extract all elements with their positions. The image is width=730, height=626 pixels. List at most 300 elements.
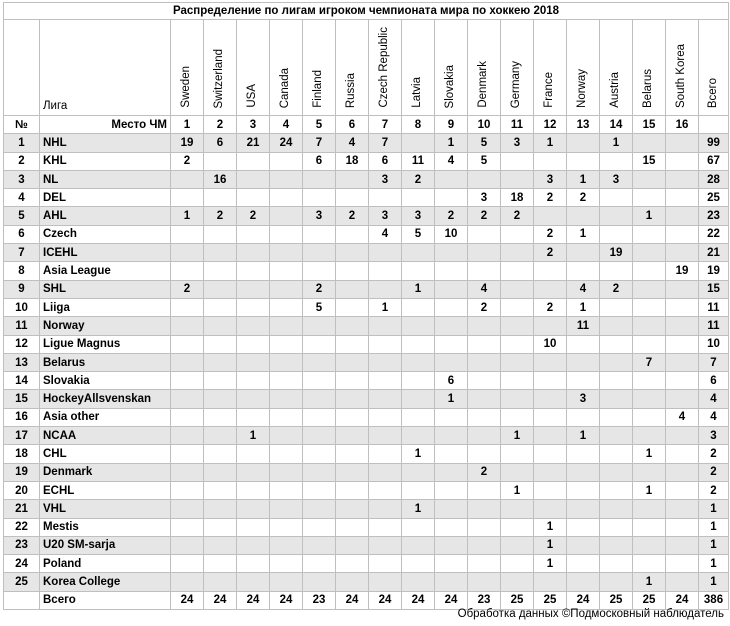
value-cell: 4 <box>369 225 402 243</box>
value-cell <box>171 372 204 390</box>
value-cell <box>534 408 567 426</box>
place-cell: 5 <box>303 116 336 134</box>
country-header <box>204 20 237 116</box>
total-cell: 24 <box>171 591 204 609</box>
value-cell <box>204 445 237 463</box>
league-name: KHL <box>40 152 171 170</box>
row-total: 99 <box>699 134 729 152</box>
value-cell <box>600 536 633 554</box>
value-cell <box>633 280 666 298</box>
row-number: 2 <box>4 152 40 170</box>
value-cell <box>270 225 303 243</box>
value-cell <box>402 408 435 426</box>
value-cell <box>270 372 303 390</box>
value-cell <box>633 262 666 280</box>
value-cell <box>237 408 270 426</box>
place-total-cell <box>699 116 729 134</box>
country-name: Russia <box>345 72 358 108</box>
value-cell <box>534 280 567 298</box>
grand-total: 386 <box>699 591 729 609</box>
row-number: 4 <box>4 189 40 207</box>
value-cell <box>567 408 600 426</box>
league-name: NHL <box>40 134 171 152</box>
totals-label: Всего <box>40 591 171 609</box>
table-row <box>4 134 729 152</box>
value-cell: 18 <box>501 189 534 207</box>
value-cell <box>468 500 501 518</box>
value-cell <box>171 244 204 262</box>
value-cell: 1 <box>600 134 633 152</box>
value-cell <box>666 390 699 408</box>
value-cell <box>303 536 336 554</box>
country-name: Belarus <box>642 69 655 108</box>
row-total: 1 <box>699 500 729 518</box>
value-cell <box>600 298 633 316</box>
value-cell <box>303 427 336 445</box>
value-cell <box>435 555 468 573</box>
value-cell <box>270 152 303 170</box>
value-cell <box>336 518 369 536</box>
value-cell <box>402 372 435 390</box>
value-cell <box>237 244 270 262</box>
country-header <box>237 20 270 116</box>
league-name: Belarus <box>40 353 171 371</box>
value-cell <box>171 536 204 554</box>
value-cell <box>501 372 534 390</box>
value-cell: 1 <box>567 427 600 445</box>
value-cell <box>171 262 204 280</box>
value-cell <box>171 353 204 371</box>
table-title: Распределение по лигам игроком чемпионата мира по хоккею 2018 <box>4 3 729 20</box>
row-total: 11 <box>699 317 729 335</box>
value-cell <box>336 244 369 262</box>
value-cell <box>204 573 237 591</box>
value-cell <box>666 427 699 445</box>
value-cell <box>600 225 633 243</box>
value-cell <box>237 573 270 591</box>
league-name: NCAA <box>40 427 171 445</box>
value-cell <box>369 189 402 207</box>
value-cell <box>270 298 303 316</box>
country-header <box>534 20 567 116</box>
value-cell <box>468 481 501 499</box>
value-cell <box>666 317 699 335</box>
value-cell <box>369 463 402 481</box>
value-cell <box>633 427 666 445</box>
total-cell: 24 <box>336 591 369 609</box>
value-cell <box>171 463 204 481</box>
value-cell <box>369 445 402 463</box>
value-cell <box>666 225 699 243</box>
value-cell: 3 <box>369 207 402 225</box>
row-number: 12 <box>4 335 40 353</box>
total-cell: 24 <box>204 591 237 609</box>
value-cell <box>435 317 468 335</box>
value-cell <box>369 372 402 390</box>
value-cell <box>435 481 468 499</box>
value-cell: 1 <box>534 518 567 536</box>
value-cell <box>666 335 699 353</box>
value-cell <box>534 372 567 390</box>
value-cell <box>270 481 303 499</box>
value-cell <box>171 390 204 408</box>
value-cell <box>336 353 369 371</box>
country-header <box>567 20 600 116</box>
value-cell <box>435 573 468 591</box>
value-cell <box>435 353 468 371</box>
value-cell <box>402 536 435 554</box>
value-cell <box>633 500 666 518</box>
value-cell: 3 <box>600 170 633 188</box>
value-cell <box>435 170 468 188</box>
value-cell <box>237 262 270 280</box>
value-cell <box>303 372 336 390</box>
league-name: Mestis <box>40 518 171 536</box>
value-cell: 1 <box>567 170 600 188</box>
value-cell: 11 <box>567 317 600 335</box>
league-name: CHL <box>40 445 171 463</box>
total-cell: 24 <box>567 591 600 609</box>
place-cell: 8 <box>402 116 435 134</box>
value-cell: 19 <box>666 262 699 280</box>
value-cell <box>567 152 600 170</box>
value-cell: 5 <box>303 298 336 316</box>
value-cell: 2 <box>171 280 204 298</box>
value-cell <box>237 335 270 353</box>
country-name: Finland <box>312 70 325 108</box>
value-cell: 1 <box>435 134 468 152</box>
value-cell <box>435 500 468 518</box>
value-cell <box>402 573 435 591</box>
row-number: 8 <box>4 262 40 280</box>
place-cell: 15 <box>633 116 666 134</box>
total-cell: 25 <box>633 591 666 609</box>
value-cell <box>402 427 435 445</box>
value-cell <box>534 207 567 225</box>
total-column-header <box>699 20 729 116</box>
value-cell: 1 <box>633 207 666 225</box>
value-cell <box>567 573 600 591</box>
country-name: Czech Republic <box>378 27 391 108</box>
table-row <box>4 555 729 573</box>
league-name: HockeyAllsvenskan <box>40 390 171 408</box>
value-cell <box>336 408 369 426</box>
value-cell <box>303 262 336 280</box>
value-cell <box>270 536 303 554</box>
table-row <box>4 170 729 188</box>
row-number: 18 <box>4 445 40 463</box>
value-cell <box>534 481 567 499</box>
value-cell: 1 <box>402 445 435 463</box>
value-cell <box>402 481 435 499</box>
value-cell <box>303 518 336 536</box>
value-cell: 1 <box>633 481 666 499</box>
value-cell <box>204 225 237 243</box>
value-cell: 2 <box>336 207 369 225</box>
table-row <box>4 500 729 518</box>
value-cell: 21 <box>237 134 270 152</box>
value-cell: 6 <box>369 152 402 170</box>
value-cell <box>633 372 666 390</box>
value-cell <box>171 481 204 499</box>
value-cell <box>567 244 600 262</box>
value-cell: 5 <box>468 152 501 170</box>
league-name: Czech <box>40 225 171 243</box>
row-total: 21 <box>699 244 729 262</box>
row-number: 9 <box>4 280 40 298</box>
value-cell <box>237 280 270 298</box>
row-number: 7 <box>4 244 40 262</box>
league-name: ECHL <box>40 481 171 499</box>
value-cell <box>369 390 402 408</box>
value-cell: 6 <box>303 152 336 170</box>
row-number: 17 <box>4 427 40 445</box>
value-cell <box>501 152 534 170</box>
value-cell <box>270 390 303 408</box>
value-cell <box>435 335 468 353</box>
value-cell <box>303 390 336 408</box>
value-cell: 2 <box>237 207 270 225</box>
place-cell: 3 <box>237 116 270 134</box>
country-name: Slovakia <box>444 64 457 108</box>
value-cell <box>501 225 534 243</box>
value-cell <box>204 390 237 408</box>
value-cell: 1 <box>633 445 666 463</box>
value-cell <box>204 463 237 481</box>
value-cell: 2 <box>171 152 204 170</box>
value-cell <box>369 573 402 591</box>
value-cell <box>336 170 369 188</box>
row-number: 21 <box>4 500 40 518</box>
place-cell: 1 <box>171 116 204 134</box>
value-cell <box>369 408 402 426</box>
value-cell <box>567 500 600 518</box>
value-cell <box>435 189 468 207</box>
league-name: Asia other <box>40 408 171 426</box>
value-cell <box>369 518 402 536</box>
value-cell <box>270 445 303 463</box>
value-cell <box>501 573 534 591</box>
value-cell <box>666 573 699 591</box>
value-cell <box>534 390 567 408</box>
value-cell <box>666 207 699 225</box>
value-cell: 1 <box>534 134 567 152</box>
value-cell <box>402 555 435 573</box>
value-cell <box>402 335 435 353</box>
value-cell <box>534 500 567 518</box>
value-cell <box>468 353 501 371</box>
value-cell <box>270 335 303 353</box>
country-name: Sweden <box>180 66 193 108</box>
value-cell <box>237 500 270 518</box>
value-cell: 5 <box>402 225 435 243</box>
value-cell <box>435 518 468 536</box>
value-cell <box>567 207 600 225</box>
value-cell <box>270 317 303 335</box>
value-cell <box>336 189 369 207</box>
value-cell <box>633 390 666 408</box>
value-cell: 2 <box>468 463 501 481</box>
league-name: Asia League <box>40 262 171 280</box>
row-total: 15 <box>699 280 729 298</box>
value-cell <box>303 408 336 426</box>
value-cell <box>666 555 699 573</box>
country-name: Norway <box>576 69 589 108</box>
value-cell <box>633 170 666 188</box>
value-cell: 4 <box>567 280 600 298</box>
value-cell <box>633 463 666 481</box>
value-cell <box>501 280 534 298</box>
value-cell <box>336 555 369 573</box>
value-cell <box>204 481 237 499</box>
value-cell <box>600 555 633 573</box>
value-cell: 2 <box>600 280 633 298</box>
value-cell: 2 <box>468 207 501 225</box>
value-cell <box>204 298 237 316</box>
league-name: Ligue Magnus <box>40 335 171 353</box>
value-cell <box>468 445 501 463</box>
value-cell <box>402 262 435 280</box>
total-cell: 23 <box>468 591 501 609</box>
value-cell <box>402 463 435 481</box>
value-cell <box>501 353 534 371</box>
value-cell <box>204 372 237 390</box>
value-cell <box>567 353 600 371</box>
country-header <box>501 20 534 116</box>
value-cell <box>666 500 699 518</box>
value-cell <box>171 317 204 335</box>
value-cell <box>270 463 303 481</box>
value-cell <box>270 170 303 188</box>
league-name: VHL <box>40 500 171 518</box>
total-cell: 25 <box>600 591 633 609</box>
value-cell <box>501 390 534 408</box>
country-name: Canada <box>279 67 292 108</box>
value-cell <box>204 189 237 207</box>
value-cell <box>600 372 633 390</box>
row-number: 14 <box>4 372 40 390</box>
table-row <box>4 298 729 316</box>
value-cell <box>435 262 468 280</box>
value-cell <box>567 555 600 573</box>
value-cell <box>633 317 666 335</box>
total-cell: 25 <box>501 591 534 609</box>
value-cell <box>501 170 534 188</box>
value-cell <box>237 298 270 316</box>
value-cell <box>303 500 336 518</box>
value-cell <box>600 353 633 371</box>
place-cell: 9 <box>435 116 468 134</box>
value-cell <box>567 536 600 554</box>
value-cell <box>633 134 666 152</box>
row-total: 1 <box>699 555 729 573</box>
value-cell <box>600 518 633 536</box>
value-cell <box>633 518 666 536</box>
value-cell <box>435 427 468 445</box>
value-cell <box>171 189 204 207</box>
value-cell <box>633 225 666 243</box>
value-cell: 6 <box>204 134 237 152</box>
row-total: 22 <box>699 225 729 243</box>
country-header <box>468 20 501 116</box>
table-row <box>4 280 729 298</box>
value-cell <box>402 298 435 316</box>
value-cell <box>534 152 567 170</box>
league-name: AHL <box>40 207 171 225</box>
value-cell: 1 <box>402 500 435 518</box>
value-cell: 1 <box>567 298 600 316</box>
value-cell <box>369 500 402 518</box>
value-cell <box>633 298 666 316</box>
data-credit: Обработка данных ©Подмосковный наблюдатель <box>457 608 724 620</box>
value-cell <box>600 189 633 207</box>
value-cell: 6 <box>435 372 468 390</box>
value-cell <box>468 335 501 353</box>
league-distribution-table <box>3 2 729 610</box>
value-cell <box>369 427 402 445</box>
value-cell <box>501 555 534 573</box>
total-cell: 23 <box>303 591 336 609</box>
value-cell <box>402 518 435 536</box>
place-cell: 6 <box>336 116 369 134</box>
value-cell <box>336 481 369 499</box>
place-cell: 16 <box>666 116 699 134</box>
value-cell <box>303 244 336 262</box>
value-cell <box>369 536 402 554</box>
value-cell <box>204 244 237 262</box>
value-cell <box>303 555 336 573</box>
value-cell <box>600 500 633 518</box>
value-cell: 2 <box>567 189 600 207</box>
value-cell <box>534 353 567 371</box>
value-cell: 2 <box>501 207 534 225</box>
row-number: 6 <box>4 225 40 243</box>
country-name: Latvia <box>411 77 424 108</box>
value-cell <box>468 317 501 335</box>
country-header <box>402 20 435 116</box>
value-cell <box>237 317 270 335</box>
value-cell <box>666 445 699 463</box>
table-row <box>4 244 729 262</box>
value-cell <box>534 445 567 463</box>
value-cell: 2 <box>534 225 567 243</box>
value-cell <box>567 134 600 152</box>
value-cell <box>237 463 270 481</box>
value-cell <box>402 134 435 152</box>
value-cell <box>501 536 534 554</box>
value-cell <box>600 408 633 426</box>
value-cell <box>204 536 237 554</box>
value-cell <box>204 427 237 445</box>
value-cell <box>369 555 402 573</box>
value-cell <box>501 500 534 518</box>
value-cell <box>171 225 204 243</box>
value-cell <box>237 225 270 243</box>
header-blank-cell <box>4 20 40 116</box>
row-total: 2 <box>699 463 729 481</box>
value-cell <box>336 262 369 280</box>
place-cell: 13 <box>567 116 600 134</box>
value-cell <box>171 573 204 591</box>
league-name: DEL <box>40 189 171 207</box>
value-cell <box>600 207 633 225</box>
value-cell: 1 <box>171 207 204 225</box>
value-cell <box>270 353 303 371</box>
value-cell: 2 <box>435 207 468 225</box>
value-cell <box>435 298 468 316</box>
value-cell <box>600 390 633 408</box>
value-cell <box>501 463 534 481</box>
